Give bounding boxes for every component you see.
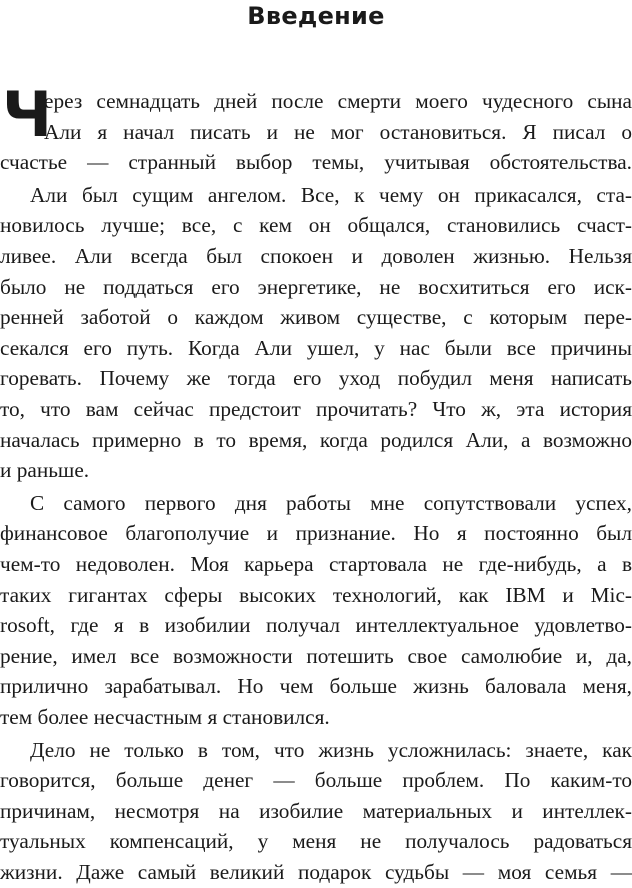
drop-cap: Ч [2,78,53,151]
text-line: Али я начал писать и не мог остановиться. Я писал о [44,119,632,144]
text-line: тем более несчастным я становился. [0,705,330,729]
text-line: ливее. Али всегда был спокоен и доволен жизнью. Нельзя [0,244,632,268]
text-line: таких гигантах сферы высоких технологий, как IBM и Mic- [0,582,632,607]
text-line: жизни. Даже самый великий подарок судьбы — моя семья — [0,860,632,884]
text-line: причинам, несмотря на изобилие материальных и интеллек- [0,798,632,823]
text-line: было не поддаться его энергетике, не восхититься его иск- [0,274,632,299]
text-line: финансовое благополучие и признание. Но я постоянно был [0,521,632,546]
text-line: прилично зарабатывал. Но чем больше жизнь баловала меня, [0,674,632,699]
text-line: Дело не только в том, что жизнь усложнилась: знаете, как [30,737,632,762]
text-line: рение, имел все возможности потешить свое самолюбие и, да, [0,643,632,668]
text-line: С самого первого дня работы мне сопутствовали успех, [30,490,632,515]
text-line: ренней заботой о каждом живом существе, с которым пере- [0,305,632,330]
text-line: счастье — странный выбор темы, учитывая обстоятельства. [0,150,632,175]
text-line: секался его путь. Когда Али ушел, у нас были все причины [0,335,632,360]
page-title: Введение [247,2,385,30]
text-line: горевать. Почему же тогда его уход побудил меня написать [0,366,632,391]
text-line: Али был сущим ангелом. Все, к чему он прикасался, ста- [30,182,632,207]
text-line: началась примерно в то время, когда родился Али, а возможно [0,427,632,452]
text-line: то, что вам сейчас предстоит прочитать? Что ж, эта история [0,397,632,421]
text-line: новилось лучше; все, с кем он общался, становились счаст- [0,213,632,238]
text-line: говорится, больше денег — больше проблем. По каким-то [0,768,632,793]
text-line: и раньше. [0,458,90,483]
text-line: ерез семнадцать дней после смерти моего чудесного сына [44,89,632,113]
text-line: rosoft, где я в изобилии получал интеллектуальное удовлетво- [0,613,632,638]
text-line: туальных компенсаций, у меня не получалось радоваться [0,829,632,854]
text-line: чем-то недоволен. Моя карьера стартовала не где-нибудь, а в [0,552,632,576]
